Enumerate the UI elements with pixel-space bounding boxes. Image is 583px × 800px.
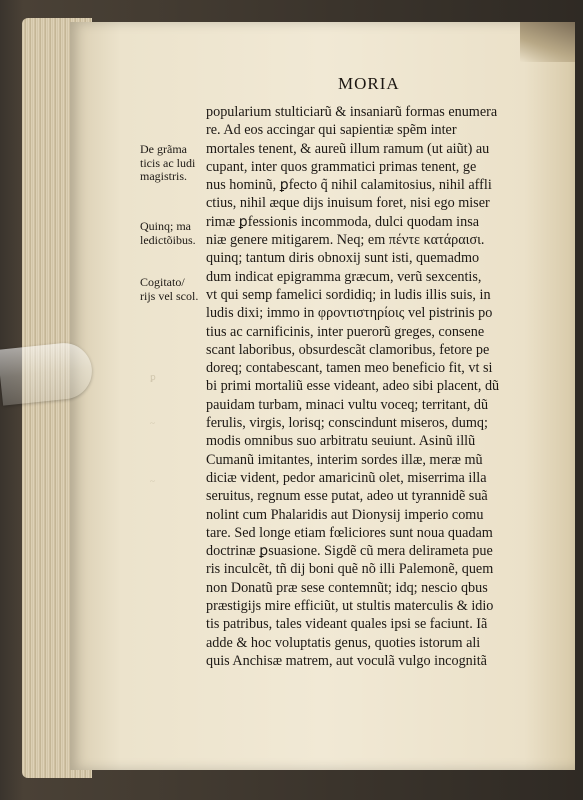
text-line: popularium stulticiarũ & insaniarũ formas enumera [206,104,498,120]
bleed-through-text: ~ [149,417,156,429]
text-line: vt qui semp famelici sordidiq; in ludis illis suis, in [206,286,491,303]
text-line: modis omnibus suo arbitratu seuiunt. Asinũ illũ [206,433,476,450]
text-line: tius ac carnificinis, inter puerorũ greges, consene [206,323,485,340]
bleed-through-text: ꝑ [149,371,156,383]
text-line: tis patribus, tales videant quales ipsi se faciunt. Iã [206,616,488,633]
main-text-block [206,103,540,670]
text-line: ctius, nihil æque dijs inuisum foret, nisi ego miser [206,195,490,212]
text-line: dum indicat epigramma græcum, verũ sexcentis, [206,268,482,285]
bleed-through-text: ~ [149,475,156,487]
text-line: nus hominũ, ꝑfecto q̃ nihil calamitosius, nihil affli [206,177,492,194]
text-line: re. Ad eos accingar qui sapientiæ spẽm inter [206,122,457,139]
text-line: ludis dixi; immo in φροντιστηρίοις vel pistrinis po [206,305,493,322]
text-line: bi primi mortaliũ esse videant, adeo sibi placent, dũ [206,378,500,395]
page-corner-shadow [520,22,575,62]
text-line: pauidam turbam, minaci vultu voceq; territant, dũ [206,396,489,413]
text-line: adde & hoc voluptatis genus, quoties istorum ali [206,634,481,651]
text-line: Cumanũ imitantes, interim sordes illæ, meræ mũ [206,451,483,468]
text-line: præstigijs mire efficiũt, ut stultis materculis & idio [206,598,494,615]
margin-note-curses: Quinq; ma ledictõibus. [140,219,196,247]
text-line: rimæ ꝑfessionis incommoda, dulci quodam insa [206,213,480,230]
text-line: nolint cum Phalaridis aut Dionysij imperio comu [206,506,484,523]
text-line: quis Anchisæ matrem, aut voculã vulgo incognitã [206,652,487,669]
text-line: ris inculcẽt, tñ dij boni quẽ nõ illi Palemonẽ, quem [206,561,494,578]
margin-note-grammarians: De grãma ticis ac ludi magistris. [140,142,196,183]
text-line: non Donatũ præ sese contemnũt; idq; nescio qbus [206,579,488,596]
margin-note-cogitatorijs: Cogitato/ rijs vel scol. [140,275,199,303]
text-line: doctrinæ ꝑsuasione. Sigdẽ cũ mera delirameta pue [206,543,493,560]
text-line: mortales tenent, & aureũ illum ramum (ut aiũt) au [206,140,490,157]
text-line: tare. Sed longe etiam fœliciores sunt noua quadam [206,524,493,541]
text-line: doreq; contabescant, tamen meo beneficio fit, vt si [206,360,493,377]
text-line: scant laboribus, obsurdescãt clamoribus, fetore pe [206,341,490,358]
text-line: diciæ vident, pedor amaricinũ olet, miserrima illa [206,469,487,486]
text-line: quinq; tantum diris obnoxij sunt isti, quemadmo [206,250,480,267]
text-line: niæ genere mitigarem. Neq; em πέντε κατάραισι. [206,232,485,249]
running-header: MORIA [338,74,400,93]
text-line: ferulis, virgis, lorisq; conscindunt miseros, dumq; [206,415,488,432]
text-line: seruitus, regnum esse putat, adeo ut tyrannidẽ suã [206,488,488,505]
text-line: cupant, inter quos grammatici primas tenent, ge [206,158,477,175]
